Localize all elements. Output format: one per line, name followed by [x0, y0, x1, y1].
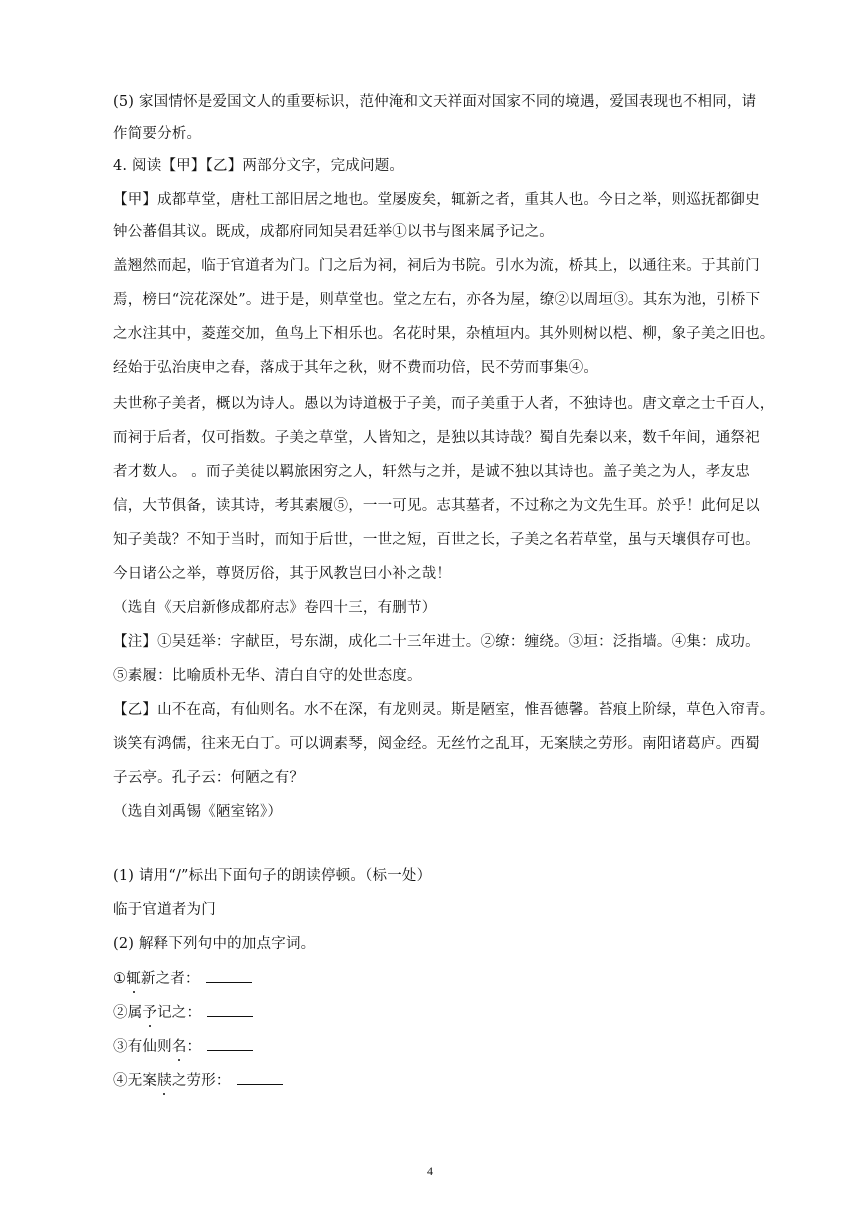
sub2-prompt: (2) 解释下列句中的加点字词。 — [113, 936, 316, 952]
jia-line-7: 夫世称子美者，概以为诗人。愚以为诗道极于子美，而子美重于人者，不独诗也。唐文章之士千百人， — [113, 396, 775, 412]
item-suffix: 记之： — [157, 1005, 202, 1021]
item-prefix: ① — [113, 971, 127, 987]
yi-line-3: 子云亭。孔子云：何陋之有？ — [113, 770, 305, 786]
jia-line-4: 焉，榜曰“浣花深处”。进于是，则草堂也。堂之左右，亦各为屋，缭②以周垣③。其东为池，引桥下 — [113, 292, 761, 308]
answer-blank[interactable] — [207, 1036, 253, 1051]
jia-line-12: 今日诸公之举，尊贤厉俗，其于风教岂曰小补之哉！ — [113, 566, 452, 582]
item-prefix: ②属 — [113, 1005, 143, 1021]
sub2-item-4 — [113, 1070, 283, 1091]
item-suffix: ： — [186, 1039, 202, 1055]
jia-line-11: 知子美哉？不知于当时，而知于后世，一世之短，百世之长，子美之名若草堂，虽与天壤俱存可也。 — [113, 532, 760, 548]
jia-source: （选自《天启新修成都府志》卷四十三，有删节） — [113, 600, 437, 616]
note-line-2: ⑤素履：比喻质朴无华、清白自守的处世态度。 — [113, 668, 422, 684]
jia-line-3: 盖翘然而起，临于官道者为门。门之后为祠，祠后为书院。引水为流，桥其上，以通往来。于其前门 — [113, 258, 760, 274]
jia-line-8: 而祠于后者，仅可指数。子美之草堂，人皆知之，是独以其诗哉？蜀自先秦以来，数千年间，通祭祀 — [113, 430, 760, 446]
dotted-character: 辄 — [126, 971, 141, 987]
dotted-character: 牍 — [157, 1073, 172, 1089]
jia-line-1: 【甲】成都草堂，唐杜工部旧居之地也。堂屡废矣，辄新之者，重其人也。今日之举，则巡抚都御史 — [113, 192, 760, 208]
answer-blank[interactable] — [206, 968, 252, 983]
yi-line-2: 谈笑有鸿儒，往来无白丁。可以调素琴，阅金经。无丝竹之乱耳，无案牍之劳形。南阳诸葛庐。西蜀 — [113, 736, 760, 752]
sub2-item-2 — [113, 1002, 253, 1023]
item-suffix: 新之者： — [140, 971, 200, 987]
answer-blank[interactable] — [207, 1002, 253, 1017]
q5-line-1: (5) 家国情怀是爱国文人的重要标识，范仲淹和文天祥面对国家不同的境遇，爱国表现也不相同，请 — [113, 94, 757, 110]
item-prefix: ④无案 — [113, 1073, 158, 1089]
jia-line-5: 之水注其中，菱莲交加，鱼鸟上下相乐也。名花时果，杂植垣内。其外则树以桤、柳，象子美之旧也。 — [113, 326, 775, 342]
q4-title: 4. 阅读【甲】【乙】两部分文字，完成问题。 — [113, 158, 405, 174]
sub1-sentence: 临于官道者为门 — [113, 902, 216, 918]
yi-source: （选自刘禹锡《陋室铭》） — [113, 804, 283, 820]
item-prefix: ③有仙则 — [113, 1039, 172, 1055]
item-suffix: 之劳形： — [171, 1073, 231, 1089]
dotted-character: 予 — [142, 1005, 158, 1021]
dotted-character: 名 — [171, 1039, 187, 1055]
note-line-1: 【注】①吴廷举：字献臣，号东湖，成化二十三年进士。②缭：缠绕。③垣：泛指墙。④集：成功。 — [113, 634, 760, 650]
answer-blank[interactable] — [237, 1070, 283, 1085]
jia-line-2: 钟公蕃倡其议。既成，成都府同知吴君廷举①以书与图来属予记之。 — [113, 224, 554, 240]
jia-line-6: 经始于弘治庚申之春，落成于其年之秋，财不费而功倍，民不劳而事集④。 — [113, 360, 599, 376]
sub2-item-3 — [113, 1036, 253, 1057]
jia-line-10: 信，大节俱备，读其诗，考其素履⑤，一一可见。志其墓者，不过称之为文先生耳。於乎！此何足以 — [113, 498, 760, 514]
sub1-prompt: (1) 请用“/”标出下面句子的朗读停顿。（标一处） — [113, 868, 432, 884]
yi-line-1: 【乙】山不在高，有仙则名。水不在深，有龙则灵。斯是陋室，惟吾德馨。苔痕上阶绿，草色入帘青。 — [113, 702, 775, 718]
q5-line-2: 作简要分析。 — [113, 126, 202, 142]
sub2-item-1 — [113, 968, 252, 989]
page-number: 4 — [427, 1164, 433, 1178]
jia-line-9: 者才数人。 。而子美徒以羁旅困穷之人，轩然与之并，是诚不独以其诗也。盖子美之为人，孝友忠 — [113, 464, 750, 480]
